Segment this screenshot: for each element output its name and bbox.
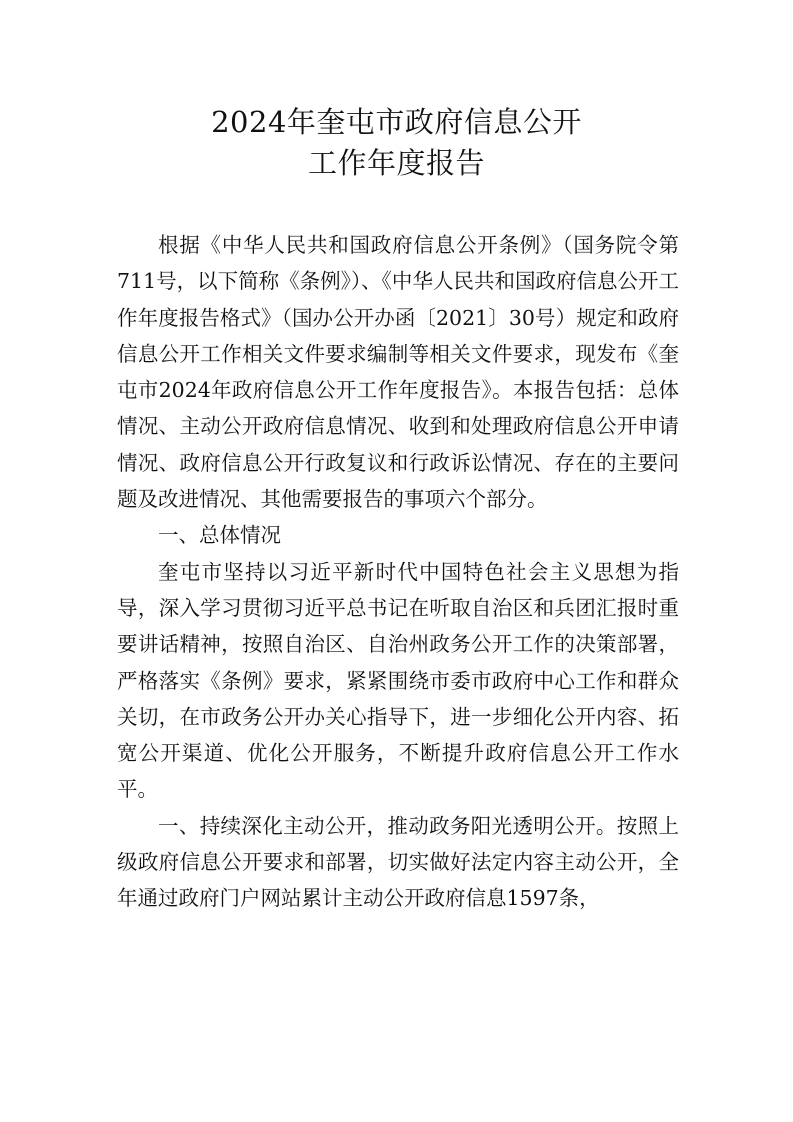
intro-paragraph: 根据《中华人民共和国政府信息公开条例》（国务院令第711号，以下简称《条例》）、《中华人民共和国政府信息公开工作年度报告格式》（国办公开办函〔2021〕30号）规定和政府信息公开工作相关文件要求编制等相关文件要求，现发布《奎屯市2024年政府信息公开工作年度报告》。本报告包括：总体情况、主动公开政府信息情况、收到和处理政府信息公开申请情况、政府信息公开行政复议和行政诉讼情况、存在的主要问题及改进情况、其他需要报告的事项六个部分。 xyxy=(117,233,679,512)
active-disclosure-paragraph: 一、持续深化主动公开，推动政务阳光透明公开。按照上级政府信息公开要求和部署，切实做好法定内容主动公开，全年通过政府门户网站累计主动公开政府信息1597条， xyxy=(117,813,679,911)
document-body xyxy=(117,227,679,917)
overview-paragraph: 奎屯市坚持以习近平新时代中国特色社会主义思想为指导，深入学习贯彻习近平总书记在听取自治区和兵团汇报时重要讲话精神，按照自治区、自治州政务公开工作的决策部署，严格落实《条例》要求，紧紧围绕市委市政府中心工作和群众关切，在市政务公开办关心指导下，进一步细化公开内容、拓宽公开渠道、优化公开服务，不断提升政府信息公开工作水平。 xyxy=(117,559,679,802)
document-title-line-1: 2024年奎屯市政府信息公开 xyxy=(211,105,582,139)
section-heading-overview: 一、总体情况 xyxy=(158,523,281,548)
document-title-line-2: 工作年度报告 xyxy=(307,146,485,180)
